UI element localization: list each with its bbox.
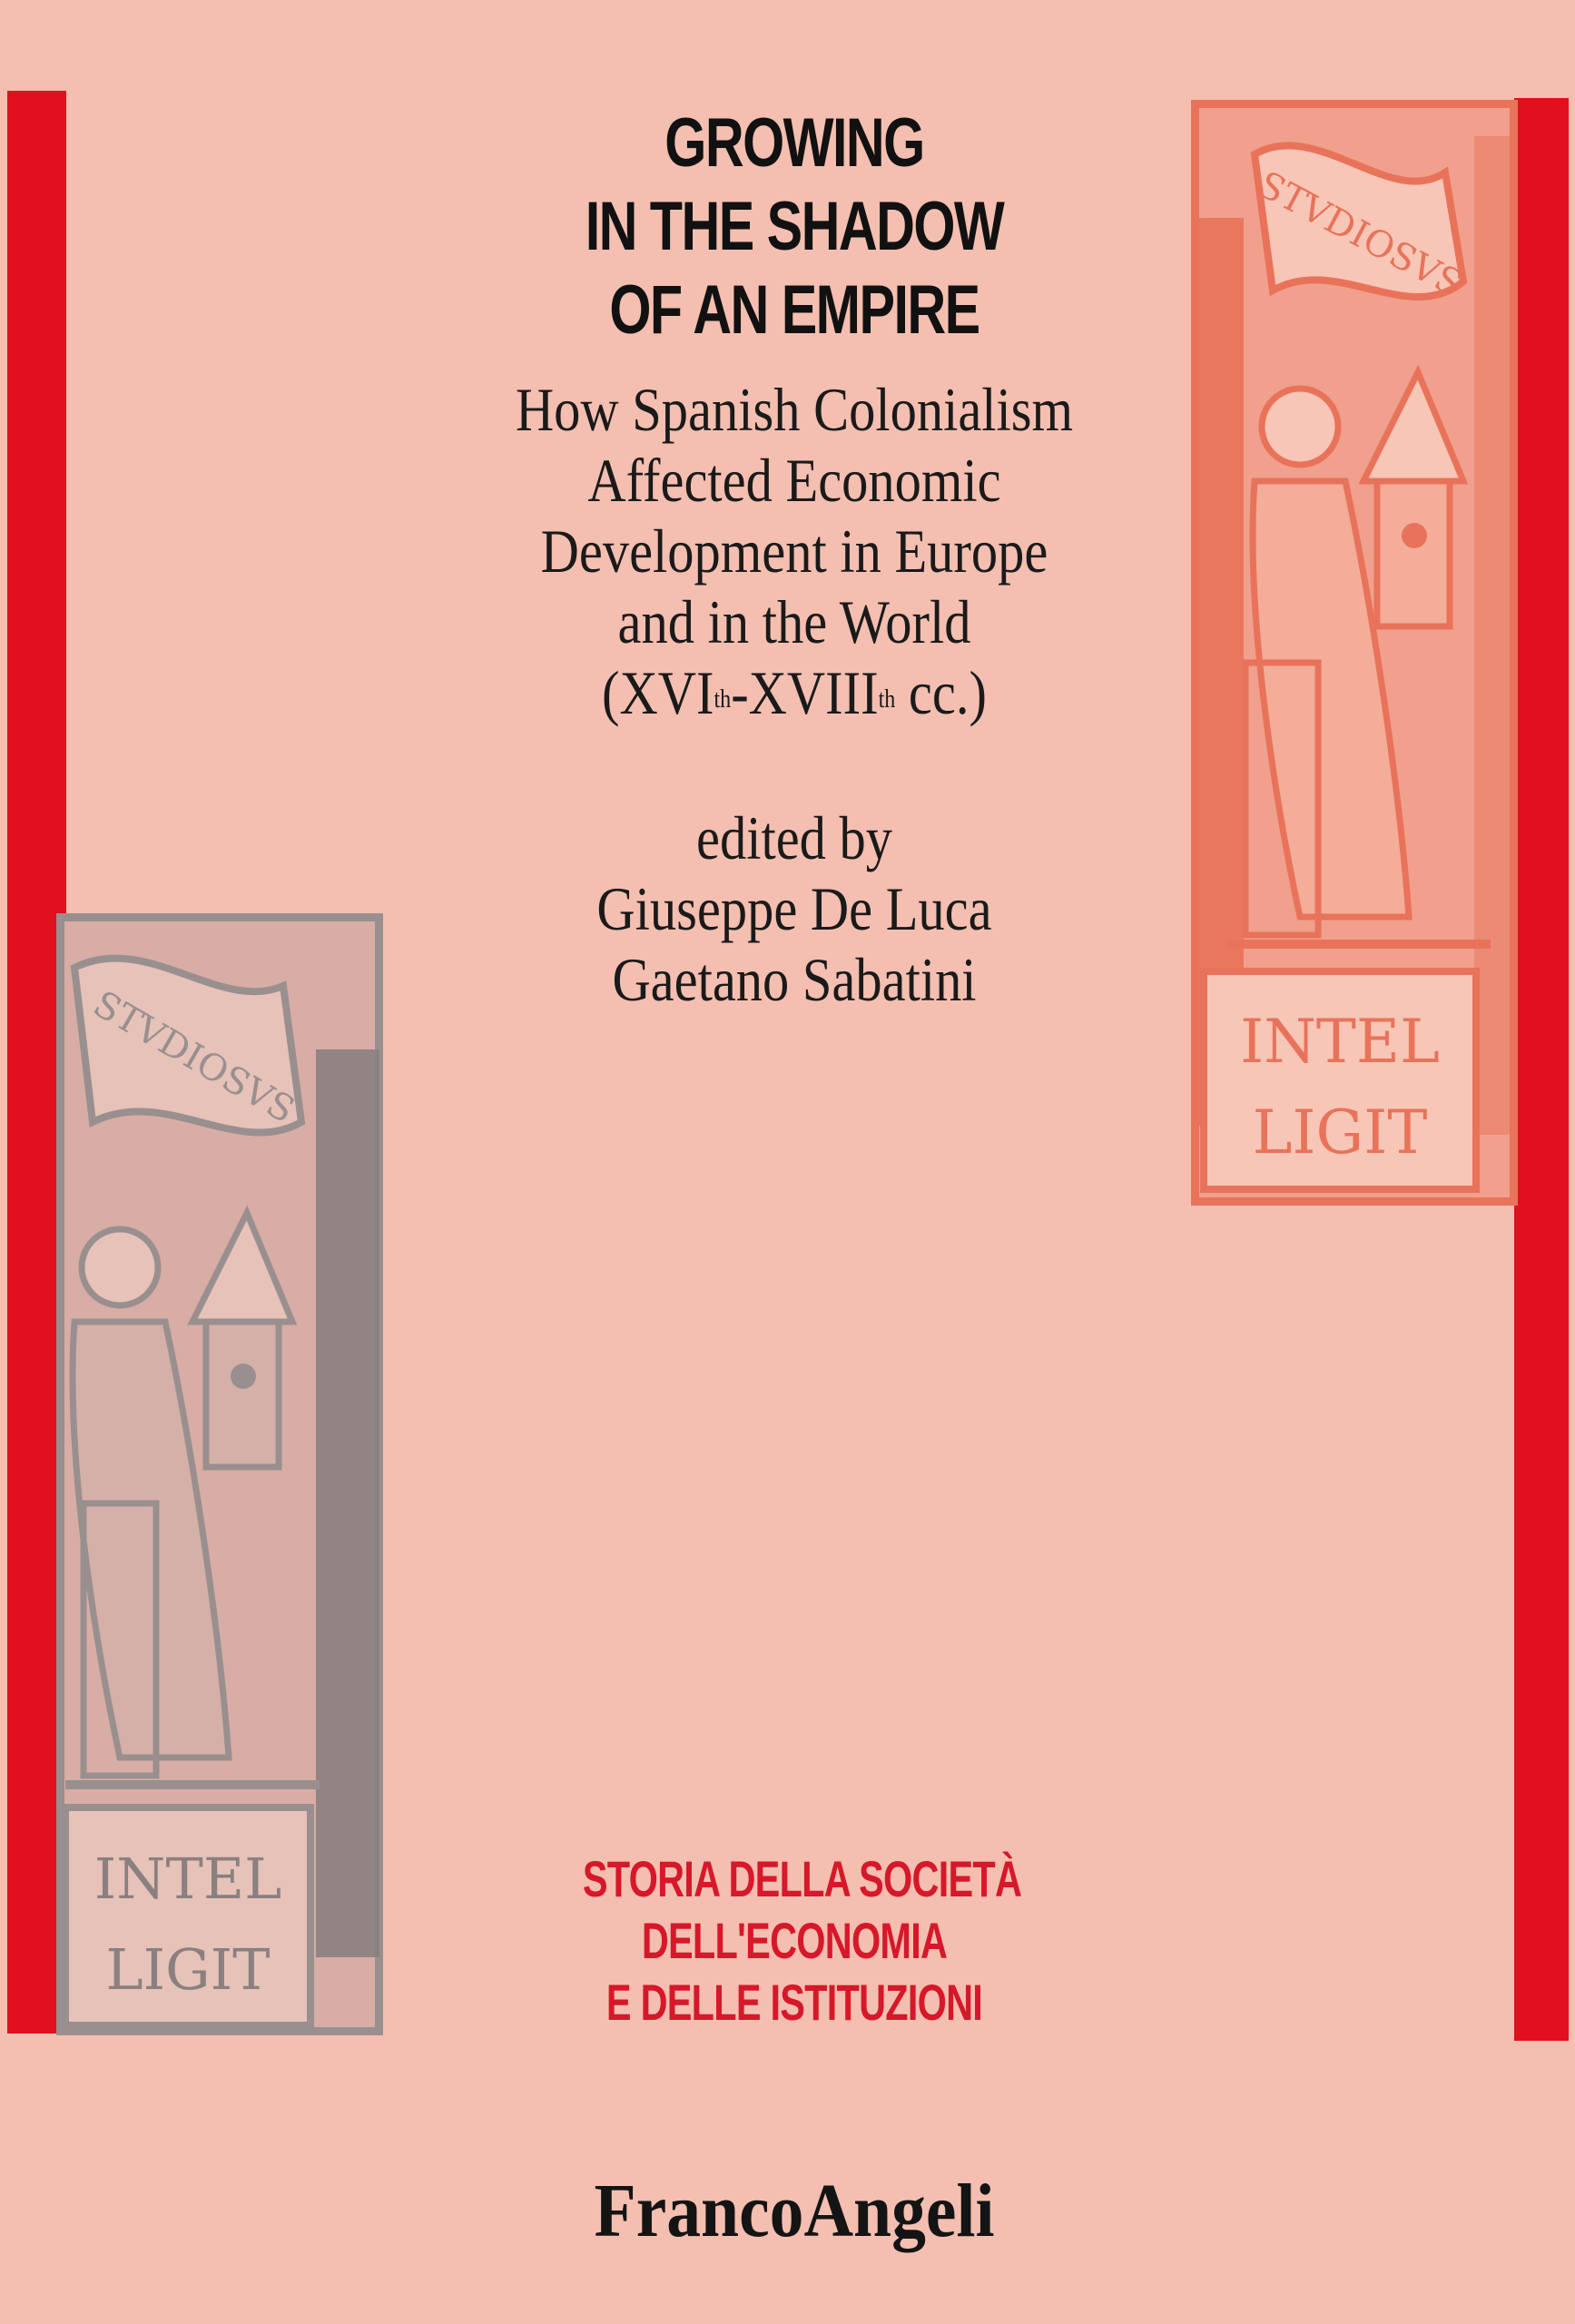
editor-name-2: Gaetano Sabatini: [612, 945, 977, 1014]
book-subtitle: [418, 374, 1171, 728]
subtitle-superscript-2: th: [878, 685, 896, 714]
editor-name-1: Giuseppe De Luca: [596, 874, 992, 943]
subtitle-line-2: Affected Economic: [587, 446, 1001, 515]
woodcut-bottom-pillar: [316, 1049, 379, 1957]
woodcut-bottom-panel-line2: LIGIT: [105, 1936, 271, 2003]
subtitle-line-5: [470, 657, 1118, 728]
title-line-1: GROWING: [664, 104, 924, 182]
subtitle-line-1: How Spanish Colonialism: [515, 375, 1074, 444]
woodcut-top-lectern: [1377, 481, 1450, 626]
series-line-2: DELL'ECONOMIA: [641, 1912, 948, 1969]
series-name: [508, 1848, 1080, 2034]
woodcut-illustration-bottom: [56, 913, 383, 2035]
woodcut-bottom-figure-head: [82, 1229, 158, 1305]
subtitle-century-end: -XVIII: [731, 658, 879, 727]
title-line-3: OF AN EMPIRE: [609, 271, 979, 349]
woodcut-top-figure-head: [1262, 389, 1338, 465]
woodcut-top-panel-line2: LIGIT: [1252, 1098, 1428, 1167]
woodcut-bottom-scroll-text: STVDIOSVS: [85, 982, 302, 1132]
series-line-1: STORIA DELLA SOCIETÀ: [582, 1850, 1022, 1907]
series-line-3: E DELLE ISTITUZIONI: [605, 1974, 983, 2031]
woodcut-top-panel-line1: INTEL: [1240, 1007, 1440, 1077]
woodcut-bottom-svg: [56, 913, 383, 2035]
title-line-2: IN THE SHADOW: [585, 188, 1004, 265]
book-title: [418, 102, 1171, 352]
woodcut-top-lamp: [1402, 523, 1427, 548]
woodcut-bottom-lamp: [231, 1364, 256, 1389]
subtitle-century-start: (XVI: [602, 658, 714, 727]
subtitle-superscript-1: th: [714, 685, 732, 714]
woodcut-top-scroll-text: STVDIOSVS: [1251, 163, 1470, 306]
edited-by-label: edited by: [696, 803, 892, 872]
woodcut-top-svg: [1191, 100, 1518, 1206]
woodcut-illustration-top: [1191, 100, 1518, 1206]
subtitle-line-3: Development in Europe: [540, 517, 1048, 586]
subtitle-line-4: and in the World: [617, 587, 971, 656]
book-editors: [418, 803, 1171, 1015]
publisher-name: FrancoAngeli: [594, 2169, 995, 2253]
woodcut-bottom-panel-line1: INTEL: [94, 1846, 282, 1912]
subtitle-centuries-label: cc.): [895, 658, 987, 727]
right-red-bar: [1514, 98, 1569, 2041]
woodcut-bottom-lectern: [206, 1322, 279, 1467]
